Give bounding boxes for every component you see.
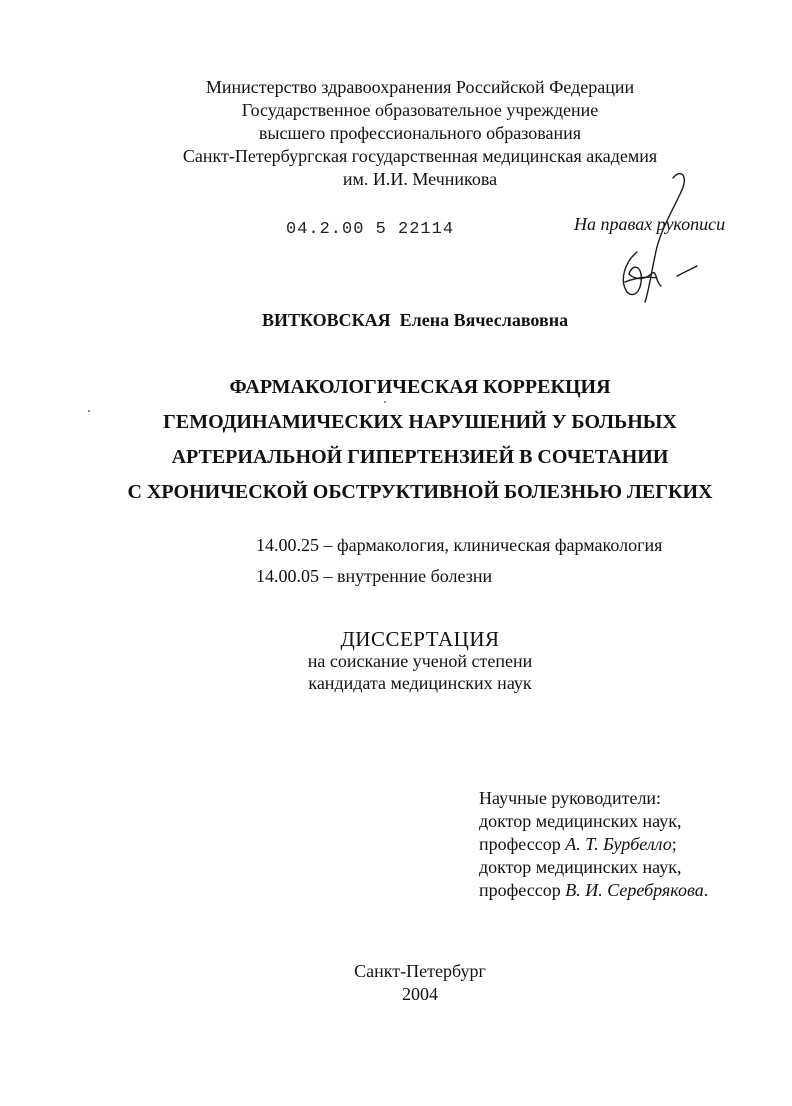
title-line: С ХРОНИЧЕСКОЙ ОБСТРУКТИВНОЙ БОЛЕЗНЬЮ ЛЕГКИХ [127, 481, 713, 503]
degree-block [120, 628, 720, 694]
advisor-degree: доктор медицинских наук, [479, 857, 682, 877]
year: 2004 [402, 984, 438, 1004]
degree-line: кандидата медицинских наук [308, 673, 532, 693]
author-name [262, 310, 568, 331]
institution-line: Санкт-Петербургская государственная медицинская академия [182, 146, 658, 166]
rights-note: На правах рукописи [574, 214, 726, 234]
city: Санкт-Петербург [354, 961, 486, 981]
degree-line: на соискание ученой степени [307, 651, 533, 671]
scan-speck [88, 410, 90, 412]
advisor-line [479, 879, 708, 902]
library-stamp-code: 04.2.00 5 22114 [286, 220, 455, 239]
dissertation-title [60, 370, 780, 510]
advisor-name: А. Т. Бурбелло [565, 834, 672, 854]
advisors-heading: Научные руководители: [479, 788, 662, 808]
advisor-name: В. И. Серебрякова [565, 880, 704, 900]
handwritten-signature [585, 170, 755, 310]
institution-line: Министерство здравоохранения Российской Федерации [205, 77, 635, 97]
advisors-block [479, 787, 708, 902]
title-line: ФАРМАКОЛОГИЧЕСКАЯ КОРРЕКЦИЯ [229, 376, 611, 398]
advisor-rank: профессор [479, 834, 561, 854]
institution-line: Государственное образовательное учреждение [241, 100, 599, 120]
title-line: ГЕМОДИНАМИЧЕСКИХ НАРУШЕНИЙ У БОЛЬНЫХ [163, 411, 677, 433]
advisor-end: . [703, 880, 709, 900]
specialty-line: 14.00.25 – фармакология, клиническая фармакология [256, 535, 663, 555]
advisor-rank: профессор [479, 880, 561, 900]
institution-line: им. И.И. Мечникова [342, 169, 498, 189]
specialty-line: 14.00.05 – внутренние болезни [256, 566, 493, 586]
advisor-line [479, 833, 708, 856]
author-given-names: Елена Вячеславовна [399, 310, 569, 330]
title-line: АРТЕРИАЛЬНОЙ ГИПЕРТЕНЗИЕЙ В СОЧЕТАНИИ [171, 446, 669, 468]
place-and-year [320, 960, 520, 1006]
scan-speck [384, 401, 386, 403]
advisor-separator: ; [671, 834, 677, 854]
institution-line: высшего профессионального образования [258, 123, 582, 143]
author-surname: ВИТКОВСКАЯ [262, 310, 391, 330]
advisor-degree: доктор медицинских наук, [479, 811, 682, 831]
dissertation-heading: ДИССЕРТАЦИЯ [340, 627, 500, 651]
